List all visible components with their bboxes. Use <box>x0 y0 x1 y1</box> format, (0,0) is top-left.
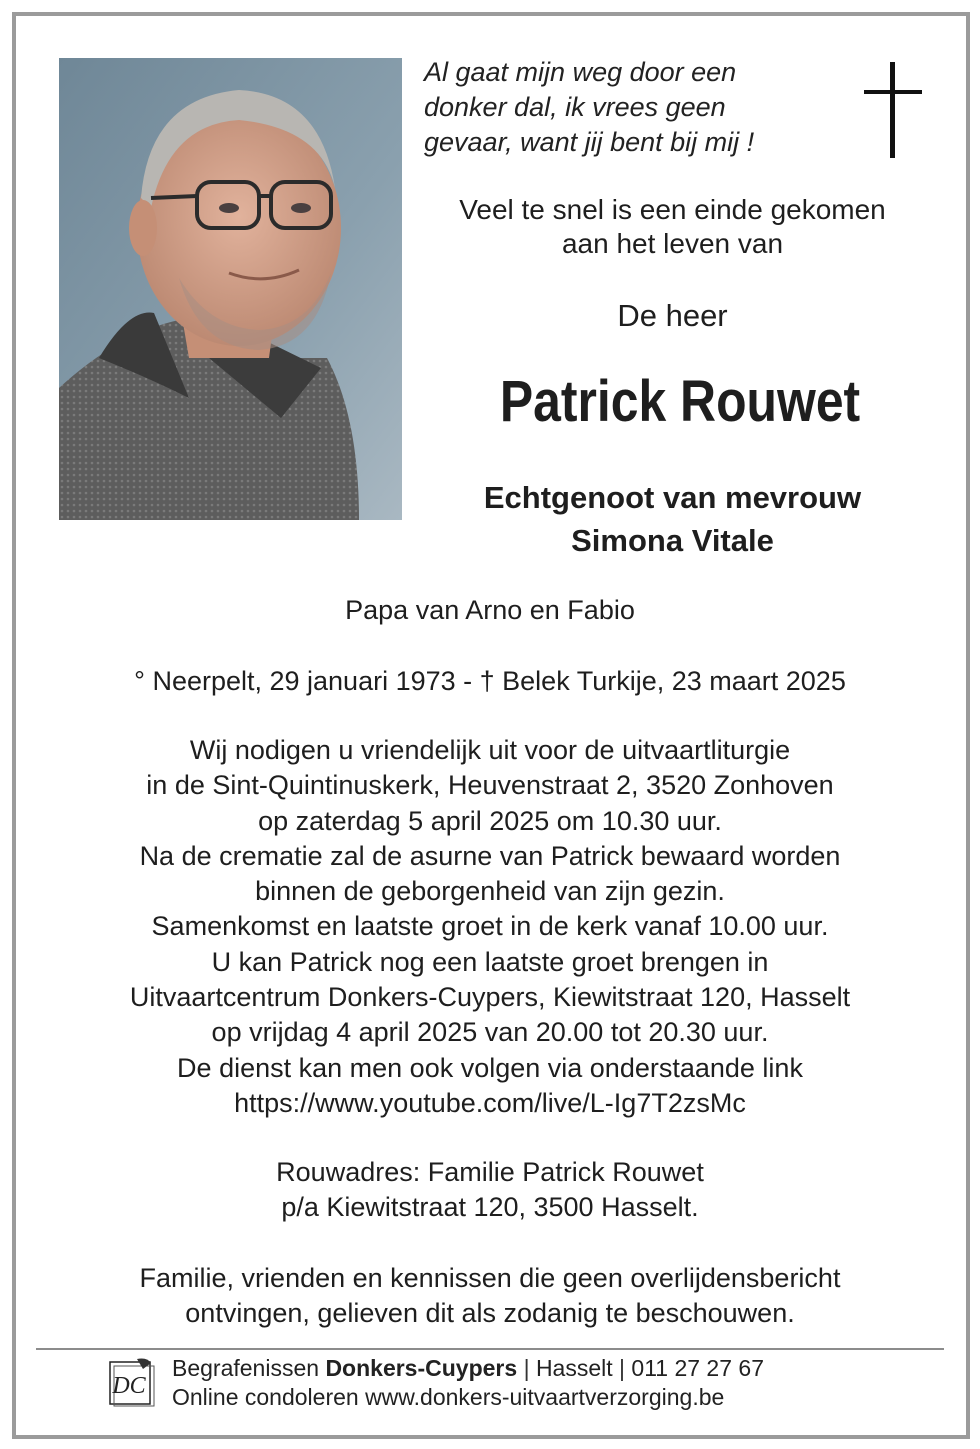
address-line-1: Rouwadres: Familie Patrick Rouwet <box>276 1157 704 1187</box>
closing-note <box>0 1261 980 1331</box>
deceased-name: Patrick Rouwet <box>499 369 861 434</box>
detail-line: Wij nodigen u vriendelijk uit voor de uitvaartliturgie <box>189 735 791 765</box>
intro-text <box>420 193 925 261</box>
quote-verse <box>424 55 844 160</box>
funeral-home-footer <box>172 1354 764 1412</box>
company-name: Donkers-Cuypers <box>325 1355 518 1381</box>
quote-line: donker dal, ik vrees geen <box>424 92 726 122</box>
footer-prefix: Begrafenissen <box>172 1355 326 1381</box>
livestream-link[interactable]: https://www.youtube.com/live/L-Ig7T2zsMc <box>234 1087 746 1118</box>
company-phone[interactable]: 011 27 27 67 <box>631 1355 764 1381</box>
footer-divider <box>36 1348 944 1350</box>
detail-line: in de Sint-Quintinuskerk, Heuvenstraat 2, 3520 Zonhoven <box>146 770 834 801</box>
intro-line-1: Veel te snel is een einde gekomen <box>459 194 886 225</box>
detail-line: U kan Patrick nog een laatste groet brengen in <box>211 946 769 977</box>
condolence-link[interactable]: Online condoleren www.donkers-uitvaartverzorging.be <box>172 1384 725 1410</box>
logo-letters: DC <box>112 1373 146 1399</box>
detail-line: binnen de geborgenheid van zijn gezin. <box>255 876 725 907</box>
latin-cross-icon <box>864 62 922 158</box>
address-line-2: p/a Kiewitstraat 120, 3500 Hasselt. <box>281 1192 699 1222</box>
quote-line: gevaar, want jij bent bij mij ! <box>424 127 755 157</box>
company-city: Hasselt <box>535 1355 613 1381</box>
children-text: Papa van Arno en Fabio <box>345 595 635 625</box>
birth-death-dates: ° Neerpelt, 29 januari 1973 - † Belek Turkije, 23 maart 2025 <box>134 666 846 696</box>
spouse-text <box>420 476 925 562</box>
closing-line-1: Familie, vrienden en kennissen die geen overlijdensbericht <box>139 1263 841 1293</box>
detail-line: op vrijdag 4 april 2025 van 20.00 tot 20.30 uur. <box>211 1017 769 1048</box>
detail-line: Uitvaartcentrum Donkers-Cuypers, Kiewitstraat 120, Hasselt <box>129 982 851 1013</box>
title-prefix: De heer <box>617 298 728 333</box>
spouse-line-2: Simona Vitale <box>571 523 774 558</box>
quote-line: Al gaat mijn weg door een <box>424 57 737 87</box>
detail-line: op zaterdag 5 april 2025 om 10.30 uur. <box>258 805 722 836</box>
spouse-line-1: Echtgenoot van mevrouw <box>483 480 862 515</box>
closing-line-2: ontvingen, gelieven dit als zodanig te beschouwen. <box>185 1298 795 1328</box>
detail-line: De dienst kan men ook volgen via onderstaande link <box>177 1052 803 1083</box>
detail-line: Samenkomst en laatste groet in de kerk vanaf 10.00 uur. <box>151 911 829 942</box>
detail-line: Na de crematie zal de asurne van Patrick bewaard worden <box>139 840 841 871</box>
dc-monogram-logo <box>107 1357 155 1407</box>
portrait-photo <box>59 58 402 520</box>
mourning-address <box>0 1155 980 1225</box>
intro-line-2: aan het leven van <box>561 228 784 259</box>
footer-line-1: Begrafenissen Donkers-Cuypers | Hasselt | 011 27 27 67 <box>172 1355 764 1381</box>
funeral-details <box>0 733 980 1121</box>
